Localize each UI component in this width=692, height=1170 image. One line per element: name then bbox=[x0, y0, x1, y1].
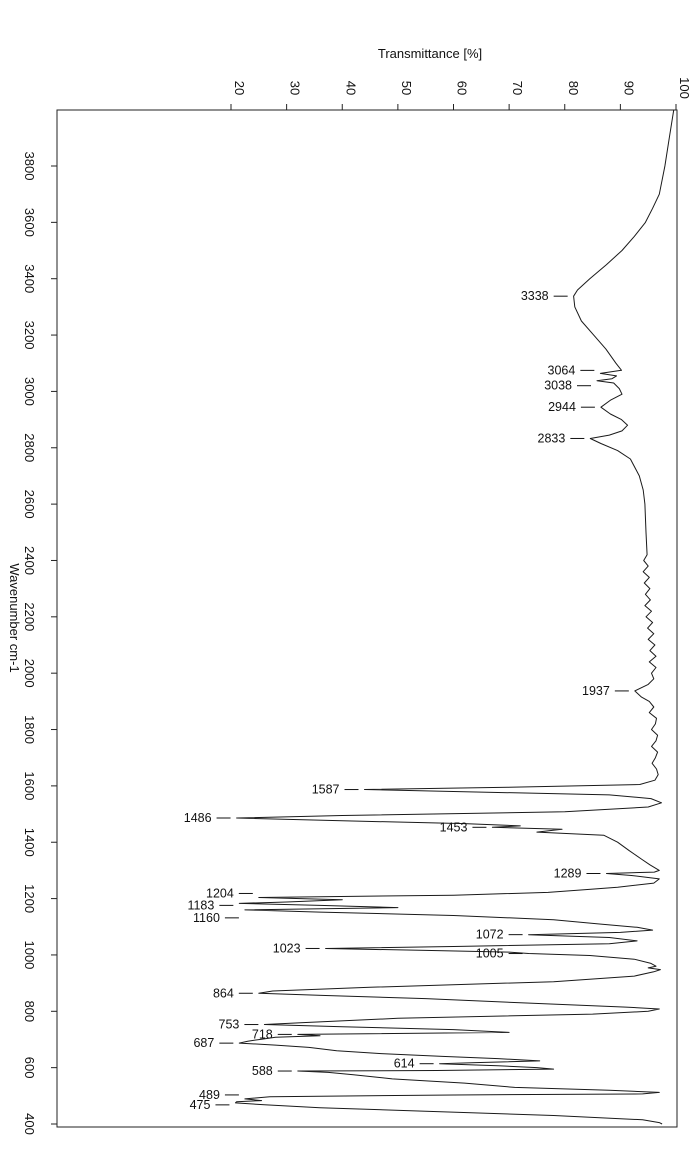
wavenumber-tick-label: 1400 bbox=[22, 827, 37, 857]
peak-label: 614 bbox=[393, 1056, 415, 1071]
wavenumber-tick-label: 1200 bbox=[22, 884, 37, 914]
peak-label: 2944 bbox=[548, 400, 576, 415]
wavenumber-tick-label: 800 bbox=[22, 1000, 37, 1023]
wavenumber-tick-label: 2800 bbox=[22, 433, 37, 463]
peak-label: 1289 bbox=[553, 866, 582, 881]
peak-label: 588 bbox=[251, 1064, 273, 1079]
transmittance-tick-label: 40 bbox=[343, 80, 359, 96]
peak-label: 753 bbox=[218, 1017, 240, 1032]
peak-label: 1937 bbox=[582, 683, 610, 698]
wavenumber-tick-label: 1600 bbox=[22, 771, 37, 801]
peak-label: 718 bbox=[251, 1027, 273, 1042]
y-axis-title: Wavenumber cm-1 bbox=[7, 563, 22, 673]
peak-label: 1005 bbox=[475, 946, 504, 961]
peak-label: 1183 bbox=[187, 898, 215, 913]
peak-label: 3064 bbox=[547, 363, 576, 378]
x-axis-title: Transmittance [%] bbox=[377, 46, 483, 61]
wavenumber-tick-label: 2000 bbox=[22, 658, 37, 688]
peak-label: 864 bbox=[212, 986, 234, 1001]
peak-label: 687 bbox=[193, 1036, 215, 1051]
wavenumber-tick-label: 1000 bbox=[22, 940, 37, 970]
spectrum-line bbox=[236, 110, 674, 1124]
transmittance-tick-label: 80 bbox=[565, 80, 581, 96]
wavenumber-tick-label: 3000 bbox=[22, 376, 37, 406]
peak-label: 475 bbox=[189, 1097, 211, 1112]
wavenumber-tick-label: 3400 bbox=[22, 264, 37, 294]
plot-frame bbox=[57, 110, 677, 1127]
peak-label: 3038 bbox=[544, 378, 573, 393]
peak-label: 1204 bbox=[206, 886, 234, 901]
wavenumber-tick-label: 1800 bbox=[22, 715, 37, 744]
wavenumber-tick-label: 400 bbox=[22, 1113, 37, 1135]
wavenumber-tick-label: 2600 bbox=[22, 489, 37, 519]
transmittance-tick-label: 30 bbox=[287, 80, 303, 96]
peak-label: 1486 bbox=[183, 811, 212, 826]
wavenumber-tick-label: 2200 bbox=[22, 602, 37, 632]
transmittance-tick-label: 70 bbox=[510, 80, 526, 96]
wavenumber-tick-label: 3600 bbox=[22, 207, 37, 237]
transmittance-tick-label: 60 bbox=[454, 80, 470, 96]
wavenumber-tick-label: 3800 bbox=[22, 151, 37, 181]
peak-label: 3338 bbox=[520, 289, 549, 304]
wavenumber-tick-label: 2400 bbox=[22, 546, 37, 575]
peak-label: 2833 bbox=[537, 431, 566, 446]
peak-label: 1160 bbox=[193, 910, 220, 925]
wavenumber-axis bbox=[22, 152, 57, 1135]
wavenumber-tick-label: 600 bbox=[22, 1056, 37, 1079]
peak-label: 489 bbox=[199, 1087, 220, 1102]
transmittance-tick-label: 50 bbox=[398, 80, 414, 96]
transmittance-axis bbox=[231, 77, 692, 110]
transmittance-tick-label: 90 bbox=[621, 80, 637, 96]
peak-label: 1587 bbox=[311, 782, 340, 797]
wavenumber-tick-label: 3200 bbox=[22, 320, 37, 350]
peak-label: 1072 bbox=[475, 927, 504, 942]
peak-label: 1023 bbox=[272, 941, 301, 956]
transmittance-tick-label: 20 bbox=[232, 80, 247, 96]
transmittance-tick-label: 100 bbox=[677, 77, 692, 99]
peak-label: 1453 bbox=[439, 820, 468, 835]
peak-annotations bbox=[184, 289, 629, 1112]
